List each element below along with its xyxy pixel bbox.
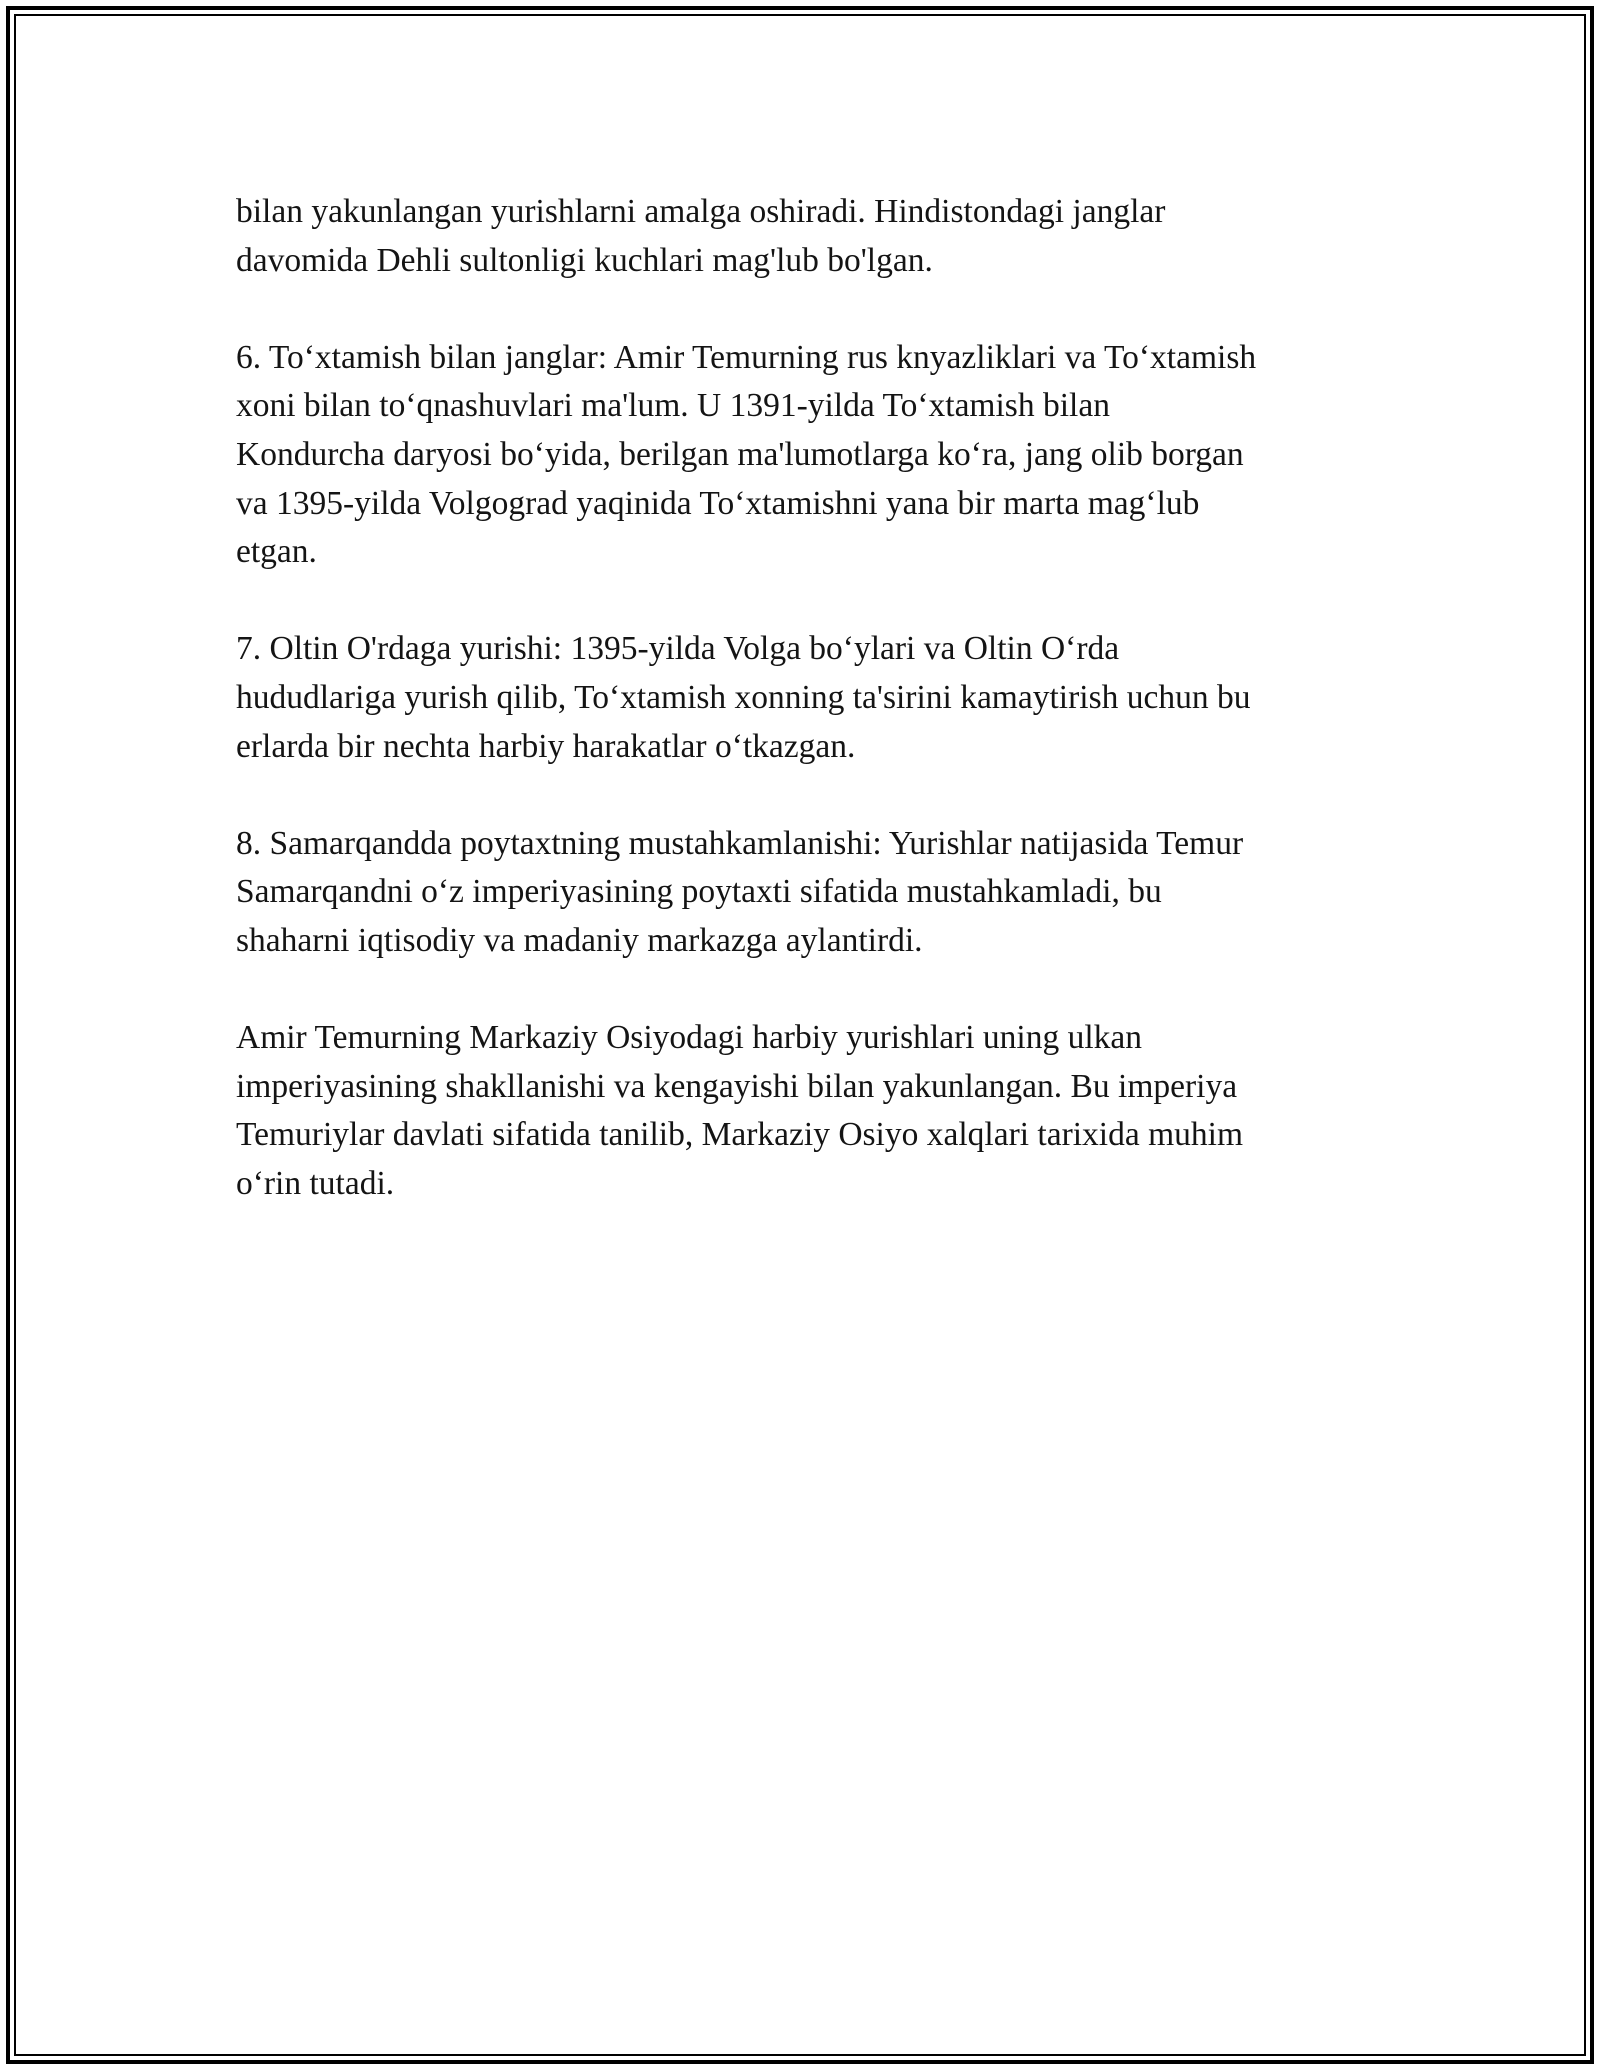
paragraph-item-7 [236,625,1396,771]
text-line: va 1395-yilda Volgograd yaqinida To‘xtamishni yana bir marta mag‘lub [236,484,1200,522]
text-line: Temuriylar davlati sifatida tanilib, Markaziy Osiyo xalqlari tarixida muhim [236,1116,1244,1154]
text-line: xoni bilan to‘qnashuvlari ma'lum. U 1391-yilda To‘xtamish bilan [236,387,1110,425]
paragraph-continuation [236,188,1396,285]
text-line: 6. To‘xtamish bilan janglar: Amir Temurning rus knyazliklari va To‘xtamish [236,338,1257,376]
paragraph-item-8 [236,820,1396,966]
text-line: shaharni iqtisodiy va madaniy markazga aylantirdi. [236,921,923,959]
text-line: hududlariga yurish qilib, To‘xtamish xonning ta'sirini kamaytirish uchun bu [236,678,1251,716]
text-line: Kondurcha daryosi bo‘yida, berilgan ma'lumotlarga ko‘ra, jang olib borgan [236,435,1244,473]
document-body [236,188,1396,1257]
text-line: 8. Samarqandda poytaxtning mustahkamlanishi: Yurishlar natijasida Temur [236,824,1244,862]
text-line: erlarda bir nechta harbiy harakatlar o‘tkazgan. [236,727,856,765]
text-line: o‘rin tutadi. [236,1164,395,1202]
paragraph-conclusion [236,1014,1396,1208]
text-line: etgan. [236,533,317,571]
text-line: bilan yakunlangan yurishlarni amalga oshiradi. Hindistondagi janglar [236,193,1166,230]
text-line: Amir Temurning Markaziy Osiyodagi harbiy yurishlari uning ulkan [236,1019,1143,1057]
text-line: imperiyasining shakllanishi va kengayishi bilan yakunlangan. Bu imperiya [236,1067,1238,1105]
paragraph-item-6 [236,334,1396,577]
text-line: 7. Oltin O'rdaga yurishi: 1395-yilda Volga bo‘ylari va Oltin O‘rda [236,630,1120,668]
text-line: davomida Dehli sultonligi kuchlari mag'lub bo'lgan. [236,241,933,279]
text-line: Samarqandni o‘z imperiyasining poytaxti sifatida mustahkamladi, bu [236,873,1162,911]
